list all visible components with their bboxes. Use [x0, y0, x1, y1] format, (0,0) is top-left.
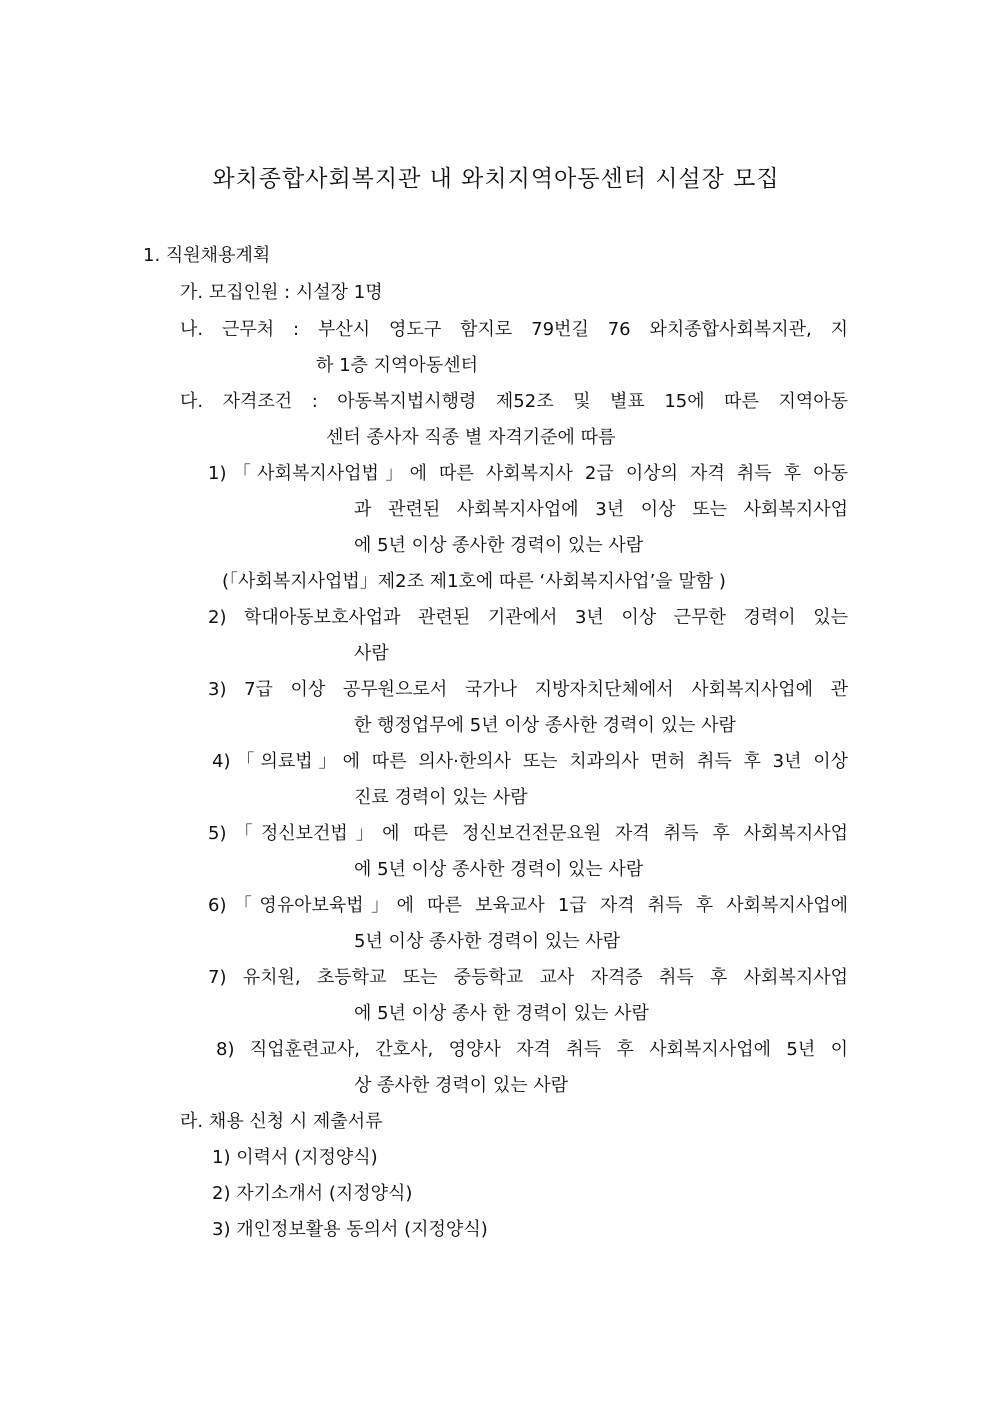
qualification-line2: 센터 종사자 직종 별 자격기준에 따름 [326, 427, 616, 448]
qual-item-1-line1: 1)「사회복지사업법」에 따른 사회복지사 2급 이상의 자격 취득 후 아동 [208, 463, 848, 484]
required-document-3: 3) 개인정보활용 동의서 (지정양식) [212, 1219, 488, 1240]
qual-item-8-line2: 상 종사한 경력이 있는 사람 [354, 1075, 569, 1096]
qual-item-5-line2: 에 5년 이상 종사한 경력이 있는 사람 [354, 859, 644, 880]
qual-item-2-line2: 사람 [354, 643, 389, 664]
qual-item-1-note: (「사회복지사업법」제2조 제1호에 따른 ‘사회복지사업’을 말함 ) [222, 571, 726, 592]
required-document-2: 2) 자기소개서 (지정양식) [212, 1183, 413, 1204]
recruit-count: 가. 모집인원 : 시설장 1명 [180, 282, 383, 303]
required-documents-heading: 라. 채용 신청 시 제출서류 [180, 1111, 383, 1132]
qual-item-1-line3: 에 5년 이상 종사한 경력이 있는 사람 [354, 535, 644, 556]
qual-item-8-line1: 8) 직업훈련교사, 간호사, 영양사 자격 취득 후 사회복지사업에 5년 이 [216, 1039, 848, 1060]
required-document-1: 1) 이력서 (지정양식) [212, 1147, 378, 1168]
qual-item-1-line2: 과 관련된 사회복지사업에 3년 이상 또는 사회복지사업 [354, 499, 848, 520]
section-heading: 1. 직원채용계획 [143, 245, 271, 266]
workplace-line1: 나. 근무처 : 부산시 영도구 함지로 79번길 76 와치종합사회복지관, 지 [180, 319, 848, 340]
qual-item-5-line1: 5)「정신보건법」에 따른 정신보건전문요원 자격 취득 후 사회복지사업 [208, 823, 848, 844]
qual-item-6-line2: 5년 이상 종사한 경력이 있는 사람 [354, 931, 621, 952]
qual-item-3-line1: 3) 7급 이상 공무원으로서 국가나 지방자치단체에서 사회복지사업에 관 [208, 679, 848, 700]
qual-item-4-line1: 4)「의료법」에 따른 의사·한의사 또는 치과의사 면허 취득 후 3년 이상 [212, 751, 848, 772]
qual-item-7-line2: 에 5년 이상 종사 한 경력이 있는 사람 [354, 1003, 649, 1024]
qual-item-4-line2: 진료 경력이 있는 사람 [354, 787, 528, 808]
qual-item-6-line1: 6)「영유아보육법」에 따른 보육교사 1급 자격 취득 후 사회복지사업에 [208, 895, 848, 916]
qual-item-2-line1: 2) 학대아동보호사업과 관련된 기관에서 3년 이상 근무한 경력이 있는 [208, 607, 848, 628]
workplace-line2: 하 1층 지역아동센터 [316, 355, 478, 376]
qual-item-7-line1: 7) 유치원, 초등학교 또는 중등학교 교사 자격증 취득 후 사회복지사업 [208, 967, 848, 988]
qualification-line1: 다. 자격조건 : 아동복지법시행령 제52조 및 별표 15에 따른 지역아동 [180, 391, 848, 412]
page-title: 와치종합사회복지관 내 와치지역아동센터 시설장 모집 [212, 166, 780, 192]
qual-item-3-line2: 한 행정업무에 5년 이상 종사한 경력이 있는 사람 [354, 715, 736, 736]
